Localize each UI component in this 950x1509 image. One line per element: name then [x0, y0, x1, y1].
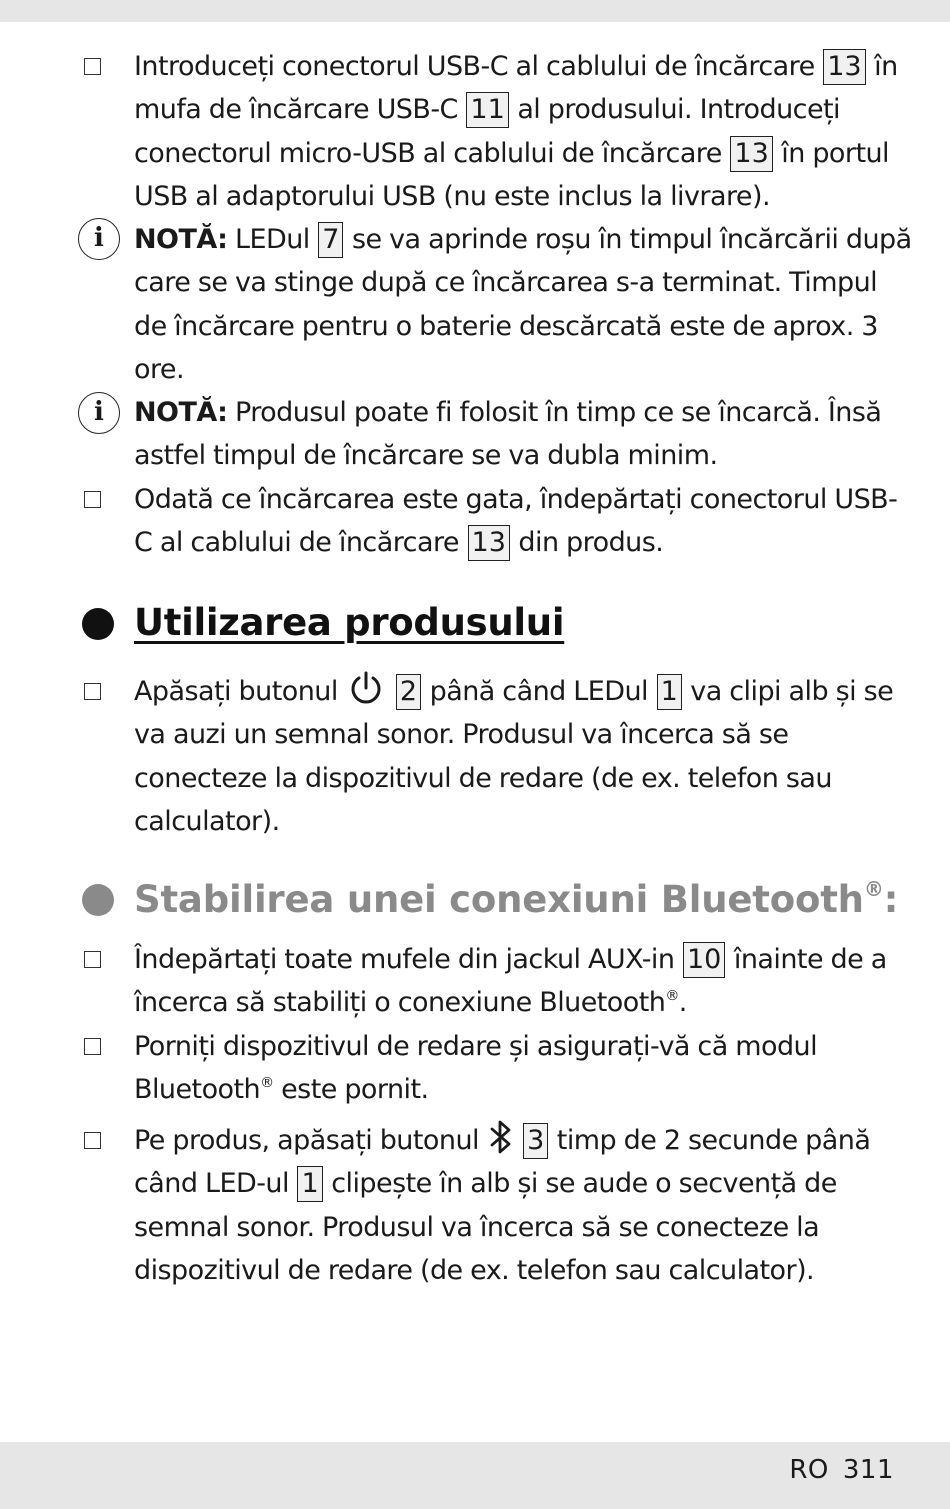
instruction-insert-cable: Introduceți conectorul USB-C al cablului de încărcare 13 în mufa de încărcare USB-C 11 al produsului. Introduceți conectorul micro-USB al cablului de încărcare 13 în portul USB al adaptorului USB (nu este inclus la livrare).: [134, 51, 898, 212]
info-icon: i: [78, 218, 120, 260]
ref-number: 1: [657, 674, 682, 710]
section-bullet: [82, 608, 114, 640]
ref-number: 1: [297, 1166, 322, 1202]
checkbox-icon: [84, 491, 101, 508]
note-use-while-charging: NOTĂ: Produsul poate fi folosit în timp ce se încarcă. Însă astfel timpul de încărcare se va dubla minim.: [134, 397, 882, 472]
checkbox-icon: [84, 58, 101, 75]
checkbox-icon: [84, 1132, 101, 1149]
checkbox-icon: [84, 1038, 101, 1055]
ref-number: 3: [523, 1123, 548, 1159]
instruction-remove-aux: Îndepărtați toate mufele din jackul AUX-in 10 înainte de a încerca să stabiliți o conexiune Bluetooth®.: [134, 944, 887, 1019]
section-heading: Stabilirea unei conexiuni Bluetooth®:: [134, 877, 899, 921]
info-icon: i: [78, 392, 120, 434]
ref-number: 13: [730, 136, 772, 172]
ref-number: 7: [318, 222, 343, 258]
section-bullet: [82, 884, 114, 916]
instruction-remove-cable: Odată ce încărcarea este gata, îndepărtați conectorul USB-C al cablului de încărcare 13 din produs.: [134, 478, 914, 565]
page-number: 311: [842, 1455, 894, 1485]
language-code: RO: [789, 1455, 829, 1485]
note-led-charging: NOTĂ: LEDul 7 se va aprinde roșu în timpul încărcării după care se va stinge după ce încărcarea s-a terminat. Timpul de încărcare pentru o baterie descărcată este de aprox. 3 ore.: [134, 224, 912, 385]
ref-number: 11: [466, 92, 508, 128]
ref-number: 10: [683, 942, 725, 978]
checkbox-icon: [84, 683, 101, 700]
checkbox-icon: [84, 951, 101, 968]
ref-number: 13: [823, 49, 865, 85]
section-heading: Utilizarea produsului: [134, 601, 565, 644]
power-icon: [347, 669, 385, 707]
top-strip: [0, 0, 950, 22]
bluetooth-icon: [489, 1119, 513, 1155]
ref-number: 2: [396, 674, 421, 710]
page-footer: [775, 1455, 894, 1485]
ref-number: 13: [468, 525, 510, 561]
instruction-pair-bluetooth: Pe produs, apăsați butonul 3 timp de 2 secunde până când LED-ul 1 clipește în alb și se aude o secvență de semnal sonor. Produsul va încerca să se conecteze la dispozitivul de redare (de ex. telefon sau calculator).: [134, 1119, 914, 1292]
instruction-power-on: Apăsați butonul 2 până când LEDul 1 va clipi alb și se va auzi un semnal sonor. Produsul va încerca să se conecteze la dispozitivul de redare (de ex. telefon sau calculator).: [134, 669, 914, 843]
instruction-enable-bluetooth: Porniți dispozitivul de redare și asigurați-vă că modul Bluetooth® este pornit.: [134, 1031, 818, 1106]
